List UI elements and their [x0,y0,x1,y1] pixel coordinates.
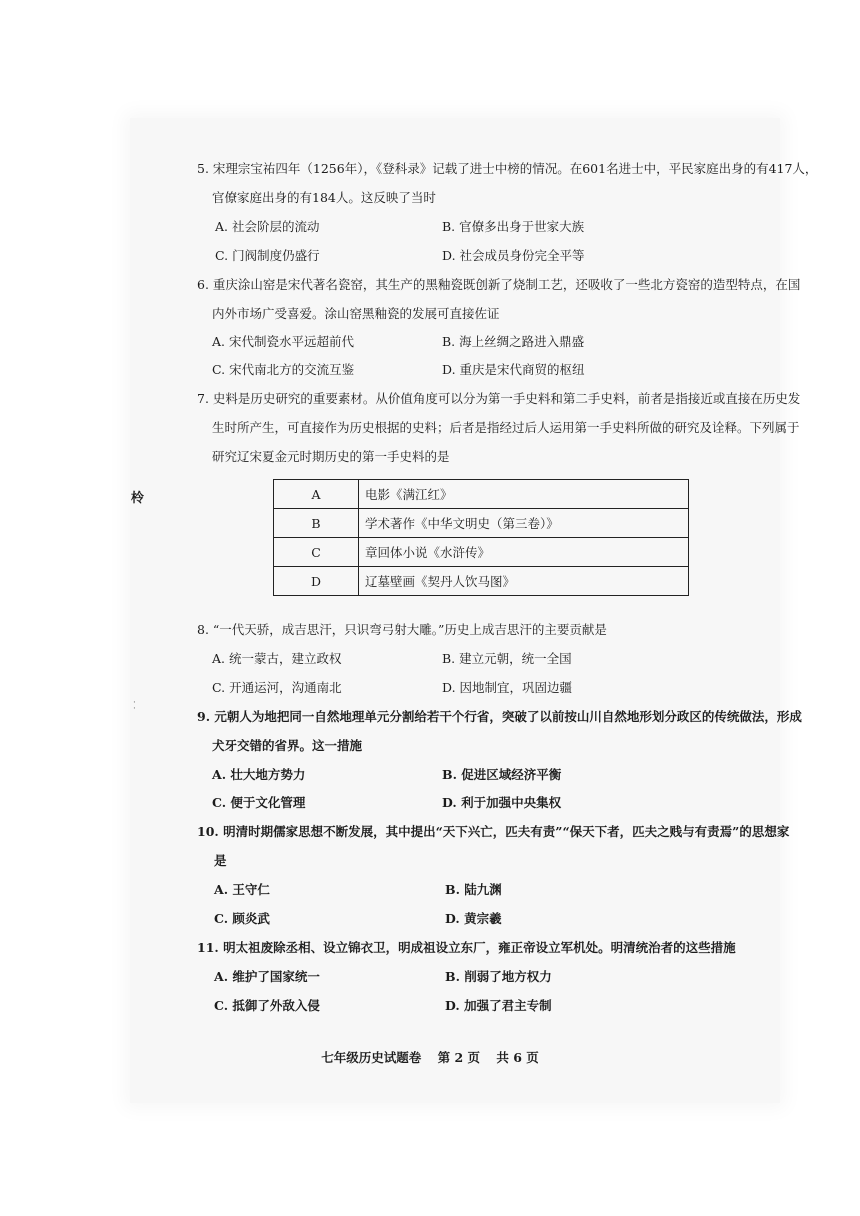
table-key-cell: D [274,567,359,596]
q7-source-table [273,479,689,596]
q11-option-d: D. 加强了君主专制 [445,998,552,1013]
q11-stem-line-1: 11. 明太祖废除丞相、设立锦衣卫，明成祖设立东厂，雍正帝设立军机处。明清统治者的这些措施 [197,940,736,955]
table-key-cell: C [274,538,359,567]
table-value-cell: 辽墓壁画《契丹人饮马图》 [359,567,689,596]
table-row [274,509,689,538]
table-value-cell: 电影《满江红》 [359,480,689,509]
margin-dots: · · [133,698,136,714]
q9-option-b: B. 促进区域经济平衡 [442,767,562,782]
q6-option-d: D. 重庆是宋代商贸的枢纽 [442,362,585,377]
q8-option-d: D. 因地制宜，巩固边疆 [442,680,573,695]
page-total: 共 6 页 [496,1050,539,1065]
table-key-cell: B [274,509,359,538]
q6-option-b: B. 海上丝绸之路进入鼎盛 [442,334,585,349]
q11-option-b: B. 削弱了地方权力 [445,969,552,984]
q7-stem-line-3: 研究辽宋夏金元时期历史的第一手史料的是 [212,449,450,464]
q9-option-a: A. 壮大地方势力 [212,767,306,782]
table-key-cell: A [274,480,359,509]
q5-option-b: B. 官僚多出身于世家大族 [442,219,585,234]
table-row [274,567,689,596]
page-footer [0,1048,860,1066]
q8-option-c: C. 开通运河，沟通南北 [212,680,342,695]
q8-option-b: B. 建立元朝，统一全国 [442,651,572,666]
q10-option-b: B. 陆九渊 [445,882,502,897]
q10-stem-line-1: 10. 明清时期儒家思想不断发展，其中提出“天下兴亡，匹夫有责”“保天下者，匹夫之贱与有责焉”的思想家 [197,824,790,839]
q6-option-c: C. 宋代南北方的交流互鉴 [212,362,355,377]
q5-stem-line-2: 官僚家庭出身的有184人。这反映了当时 [212,190,436,205]
q8-option-a: A. 统一蒙古，建立政权 [212,651,342,666]
table-value-cell: 章回体小说《水浒传》 [359,538,689,567]
q9-stem-line-1: 9. 元朝人为地把同一自然地理单元分割给若干个行省，突破了以前按山川自然地形划分政区的传统做法，形成 [197,709,802,724]
q6-option-a: A. 宋代制瓷水平远超前代 [212,334,354,349]
q9-option-c: C. 便于文化管理 [212,795,306,810]
table-row [274,480,689,509]
q10-option-a: A. 王守仁 [214,882,270,897]
exam-title: 七年级历史试题卷 [321,1050,422,1065]
q6-stem-line-1: 6. 重庆涂山窑是宋代著名瓷窑，其生产的黑釉瓷既创新了烧制工艺，还吸收了一些北方瓷窑的造型特点，在国 [197,277,801,292]
q7-stem-line-2: 生时所产生，可直接作为历史根据的史料；后者是指经过后人运用第一手史料所做的研究及诠释。下列属于 [212,420,800,435]
q8-stem-line-1: 8. “一代天骄，成吉思汗，只识弯弓射大雕。”历史上成吉思汗的主要贡献是 [197,622,607,637]
margin-note: 柃 [131,491,145,506]
q9-stem-line-2: 犬牙交错的省界。这一措施 [212,738,363,753]
q10-option-c: C. 顾炎武 [214,911,270,926]
q7-stem-line-1: 7. 史料是历史研究的重要素材。从价值角度可以分为第一手史料和第二手史料，前者是指接近或直接在历史发 [197,391,801,406]
q10-stem-line-2: 是 [214,853,227,868]
q5-stem-line-1: 5. 宋理宗宝祐四年（1256年），《登科录》记载了进士中榜的情况。在601名进士中，平民家庭出身的有417人， [197,161,818,176]
q10-option-d: D. 黄宗羲 [445,911,502,926]
q5-option-d: D. 社会成员身份完全平等 [442,248,585,263]
q5-option-a: A. 社会阶层的流动 [215,219,320,234]
table-row [274,538,689,567]
q11-option-c: C. 抵御了外敌入侵 [214,998,320,1013]
page-number: 第 2 页 [437,1050,480,1065]
q9-option-d: D. 利于加强中央集权 [442,795,562,810]
q6-stem-line-2: 内外市场广受喜爱。涂山窑黑釉瓷的发展可直接佐证 [212,306,500,321]
q11-option-a: A. 维护了国家统一 [214,969,320,984]
table-value-cell: 学术著作《中华文明史（第三卷）》 [359,509,689,538]
q5-option-c: C. 门阀制度仍盛行 [215,248,320,263]
